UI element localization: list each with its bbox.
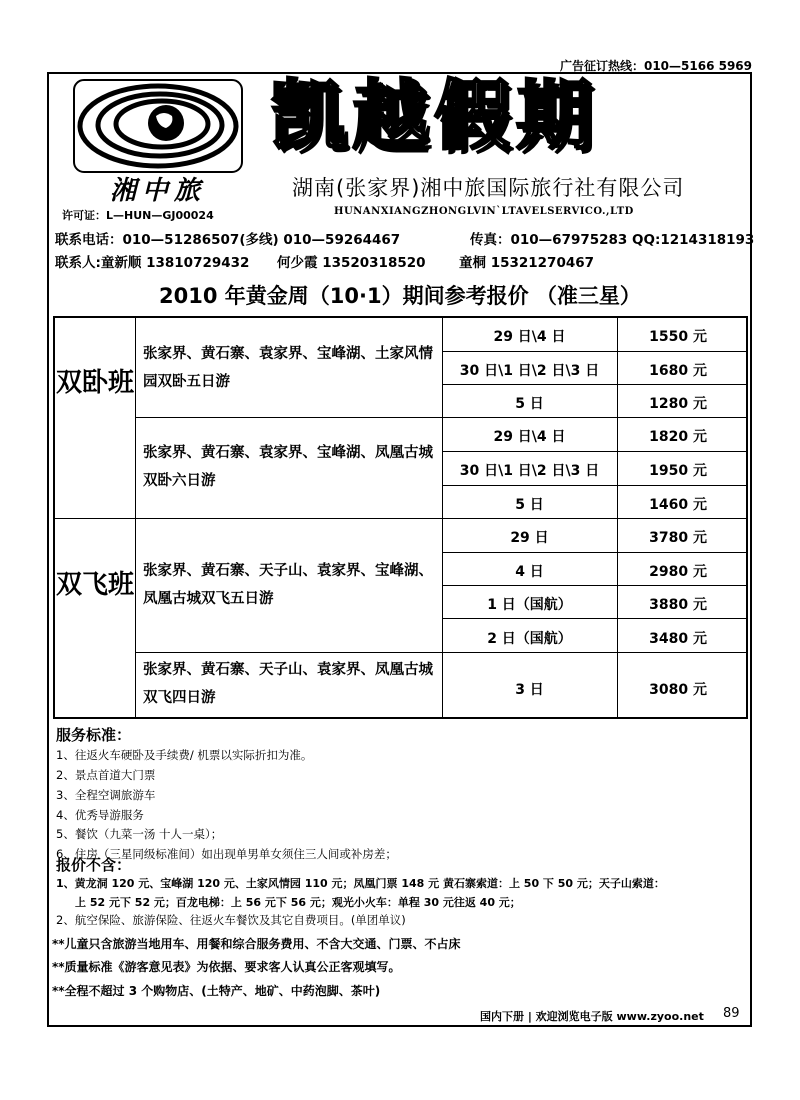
price-value: 3780 元 xyxy=(649,530,707,546)
route-name: 张家界、黄石寨、天子山、袁家界、宝峰湖、凤凰古城双飞五日游 xyxy=(143,563,433,607)
departure-date: 2 日（国航） xyxy=(487,631,572,647)
price-table xyxy=(53,316,748,719)
company-name-cn: 湖南(张家界)湘中旅国际旅行社有限公司 xyxy=(292,176,685,200)
departure-date: 29 日\4 日 xyxy=(493,329,566,345)
logo-text: 湘中旅 xyxy=(109,176,206,206)
class-label-sleeper: 双卧班 xyxy=(55,368,134,398)
exclusion-item: 2、航空保险、旅游保险、往返火车餐饮及其它自费项目。(单团单议) xyxy=(56,913,406,927)
exclusion-item: 1、黄龙洞 120 元、宝峰湖 120 元、土家风情园 110 元；凤凰门票 148 元 黄石寨索道：上 50 下 50 元；天子山索道： xyxy=(56,877,665,890)
departure-date: 3 日 xyxy=(515,682,544,698)
price-value: 2980 元 xyxy=(649,564,707,580)
route-name: 张家界、黄石寨、袁家界、宝峰湖、土家风情园双卧五日游 xyxy=(143,346,433,390)
service-standards-title: 服务标准： xyxy=(56,726,132,744)
price-value: 1460 元 xyxy=(649,497,707,513)
company-name-en: HUNANXIANGZHONGLVIN`LTAVELSERVICO.,LTD xyxy=(334,206,634,217)
note-shopping: **全程不超过 3 个购物店、(土特产、地矿、中药泡脚、茶叶) xyxy=(52,984,381,998)
ad-hotline: 广告征订热线：010—5166 5969 xyxy=(559,59,752,73)
price-value: 3880 元 xyxy=(649,597,707,613)
service-item: 1、往返火车硬卧及手续费/ 机票以实际折扣为准。 xyxy=(56,748,313,762)
license-number: 许可证：L—HUN—GJ00024 xyxy=(62,209,214,222)
departure-date: 29 日 xyxy=(510,530,549,546)
class-label-flight: 双飞班 xyxy=(55,570,134,600)
route-name: 张家界、黄石寨、天子山、袁家界、凤凰古城双飞四日游 xyxy=(143,662,433,706)
departure-date: 5 日 xyxy=(515,396,544,412)
price-value: 3080 元 xyxy=(649,682,707,698)
route-name: 张家界、黄石寨、袁家界、宝峰湖、凤凰古城 双卧六日游 xyxy=(143,445,433,489)
brand-title: 凯越假期 xyxy=(270,71,598,160)
page-headline: 2010 年黄金周（10·1）期间参考报价 （准三星） xyxy=(159,284,641,308)
price-value: 1280 元 xyxy=(649,396,707,412)
contact-person-1: 联系人:童新顺 13810729432 xyxy=(55,255,250,271)
departure-date: 30 日\1 日\2 日\3 日 xyxy=(459,363,600,379)
service-item: 2、景点首道大门票 xyxy=(56,768,156,782)
departure-date: 5 日 xyxy=(515,497,544,513)
service-item: 6、住房（三星同级标准间）如出现单男单女须住三人间或补房差； xyxy=(56,847,397,861)
price-value: 3480 元 xyxy=(649,631,707,647)
exclusion-item-continued: 上 52 元下 52 元；百龙电梯：上 56 元下 56 元；观光小火车：单程 30 元往返 40 元； xyxy=(75,896,521,909)
service-item: 5、餐饮（九菜一汤 十人一桌）； xyxy=(56,827,223,841)
exclusions-title: 报价不含： xyxy=(56,856,132,874)
page-number: 89 xyxy=(723,1006,740,1021)
contact-person-2: 何少霞 13520318520 xyxy=(277,255,426,271)
service-item: 4、优秀导游服务 xyxy=(56,808,144,822)
departure-date: 1 日（国航） xyxy=(487,597,572,613)
price-value: 1950 元 xyxy=(649,463,707,479)
price-value: 1550 元 xyxy=(649,329,707,345)
phone-numbers: 联系电话：010—51286507(多线) 010—59264467 xyxy=(55,232,401,248)
departure-date: 4 日 xyxy=(515,564,544,580)
price-value: 1680 元 xyxy=(649,363,707,379)
note-children: **儿童只含旅游当地用车、用餐和综合服务费用、不含大交通、门票、不占床 xyxy=(52,937,461,951)
departure-date: 30 日\1 日\2 日\3 日 xyxy=(459,463,600,479)
company-logo xyxy=(68,78,248,206)
price-value: 1820 元 xyxy=(649,429,707,445)
departure-date: 29 日\4 日 xyxy=(493,429,566,445)
note-quality: **质量标准《游客意见表》为依据、要求客人认真公正客观填写。 xyxy=(52,960,401,974)
footer-text: 国内下册 | 欢迎浏览电子版 www.zyoo.net xyxy=(480,1010,704,1023)
contact-person-3: 童桐 15321270467 xyxy=(459,255,595,271)
service-item: 3、全程空调旅游车 xyxy=(56,788,156,802)
fax-qq: 传真：010—67975283 QQ:1214318193 xyxy=(470,232,755,248)
